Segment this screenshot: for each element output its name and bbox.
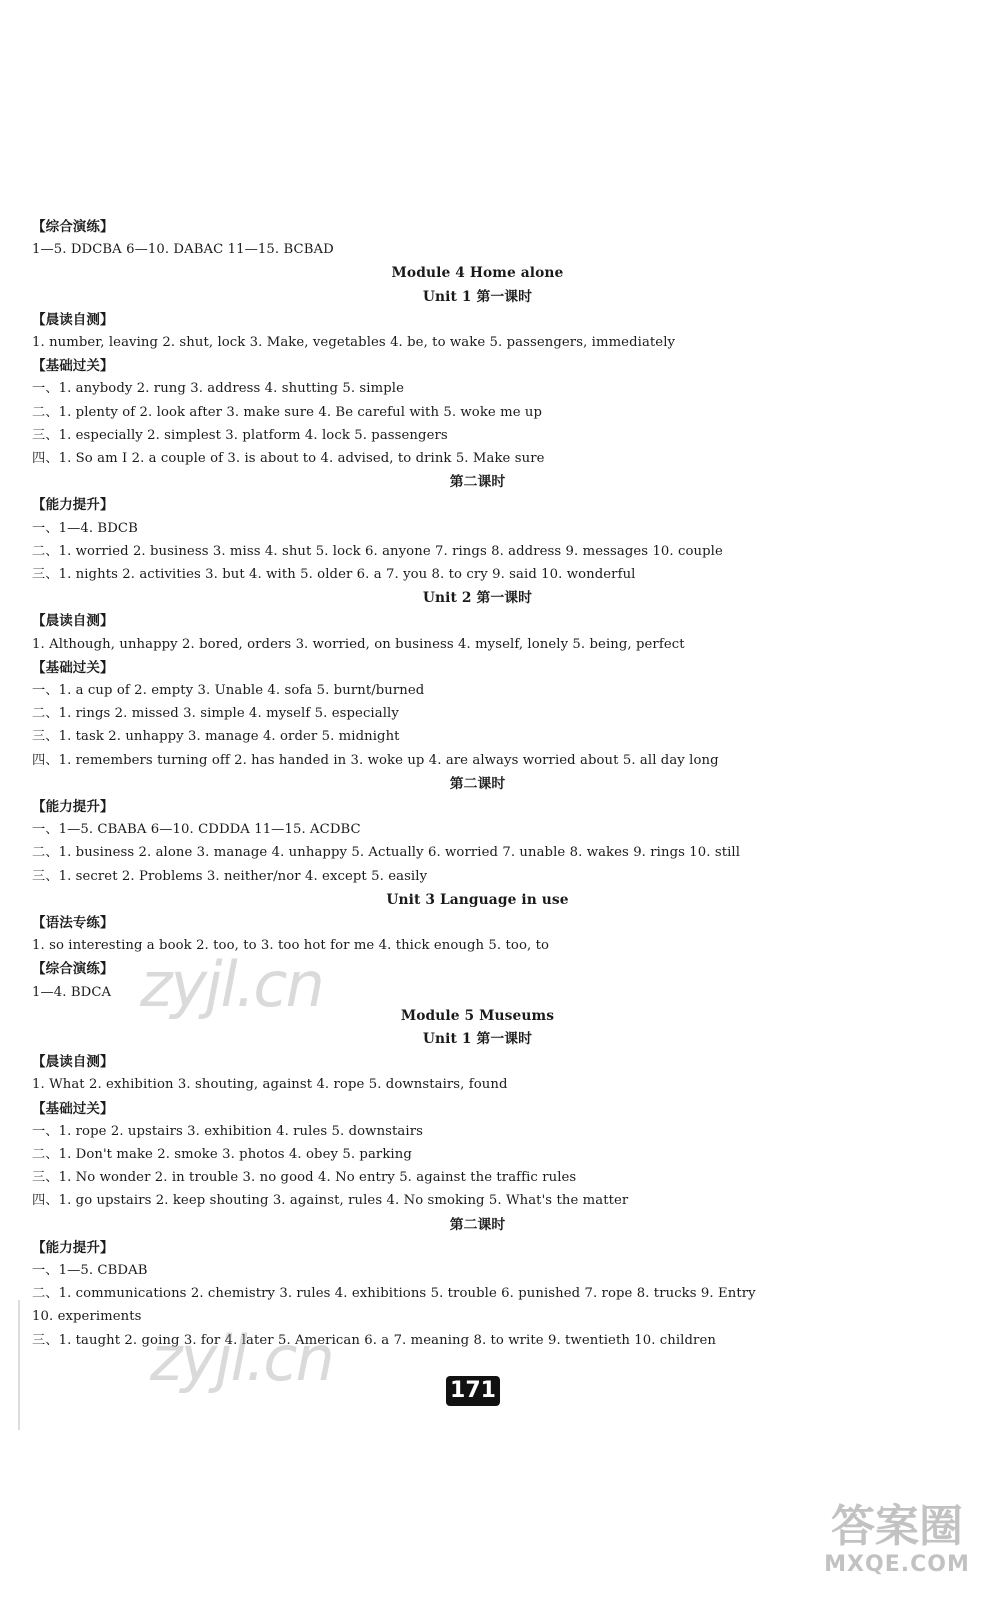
section-heading: 【晨读自测】 bbox=[32, 1054, 114, 1071]
answer-line: 二、1. Don't make 2. smoke 3. photos 4. obey 5. parking bbox=[32, 1147, 412, 1162]
answer-line: 一、1—5. CBABA 6—10. CDDDA 11—15. ACDBC bbox=[32, 822, 361, 838]
answer-line: 四、1. go upstairs 2. keep shouting 3. against, rules 4. No smoking 5. What's the matter bbox=[32, 1193, 629, 1209]
answer-line: 三、1. especially 2. simplest 3. platform 4. lock 5. passengers bbox=[32, 427, 448, 443]
answer-line: 1—5. DDCBA 6—10. DABAC 11—15. BCBAD bbox=[32, 242, 334, 258]
answer-line: 一、1—4. BDCB bbox=[32, 520, 138, 536]
unit-title: Module 4 Home alone bbox=[391, 265, 564, 282]
answer-line: 三、1. secret 2. Problems 3. neither/nor 4. except 5. easily bbox=[32, 868, 428, 884]
answer-line: 10. experiments bbox=[32, 1309, 142, 1325]
answer-line: 一、1. rope 2. upstairs 3. exhibition 4. rules 5. downstairs bbox=[32, 1123, 423, 1139]
section-heading: 【能力提升】 bbox=[32, 799, 114, 815]
section-heading: 【基础过关】 bbox=[32, 1100, 114, 1117]
section-heading: 【基础过关】 bbox=[32, 358, 114, 375]
answer-line: 三、1. task 2. unhappy 3. manage 4. order 5. midnight bbox=[32, 729, 400, 745]
unit-title: Unit 1 第一课时 bbox=[422, 1031, 533, 1047]
answer-line: 二、1. communications 2. chemistry 3. rules 4. exhibitions 5. trouble 6. punished 7. rope 8. trucks 9. Entry bbox=[32, 1286, 756, 1302]
answer-line: 二、1. rings 2. missed 3. simple 4. myself 5. especially bbox=[32, 706, 399, 722]
unit-title: Unit 1 第一课时 bbox=[422, 288, 533, 305]
answer-line: 三、1. nights 2. activities 3. but 4. with 5. older 6. a 7. you 8. to cry 9. said 10. wonderful bbox=[32, 567, 636, 582]
watermark: zyjl.cn bbox=[140, 948, 323, 1021]
answer-line: 三、1. taught 2. going 3. for 4. later 5. American 6. a 7. meaning 8. to write 9. twentieth 10. children bbox=[32, 1332, 716, 1348]
unit-title: Unit 3 Language in use bbox=[386, 891, 569, 908]
answer-line: 1—4. BDCA bbox=[32, 984, 112, 1000]
corner-logo-text: 答案圈 bbox=[831, 1501, 963, 1552]
answer-line: 1. What 2. exhibition 3. shouting, against 4. rope 5. downstairs, found bbox=[32, 1077, 508, 1093]
unit-title: 第二课时 bbox=[449, 775, 506, 792]
unit-title: 第二课时 bbox=[449, 1216, 506, 1233]
unit-title: Module 5 Museums bbox=[400, 1007, 555, 1024]
answer-line: 一、1. a cup of 2. empty 3. Unable 4. sofa 5. burnt/burned bbox=[32, 683, 425, 698]
answer-line: 1. number, leaving 2. shut, lock 3. Make, vegetables 4. be, to wake 5. passengers, immediately bbox=[32, 335, 676, 350]
page-number: 171 bbox=[446, 1376, 500, 1406]
answer-line: 一、1. anybody 2. rung 3. address 4. shutting 5. simple bbox=[32, 381, 404, 397]
answer-line: 四、1. remembers turning off 2. has handed in 3. woke up 4. are always worried about 5. all day long bbox=[32, 752, 719, 768]
section-heading: 【晨读自测】 bbox=[32, 613, 114, 630]
section-heading: 【综合演练】 bbox=[32, 219, 114, 235]
corner-logo bbox=[812, 1502, 982, 1582]
answer-line: 二、1. business 2. alone 3. manage 4. unhappy 5. Actually 6. worried 7. unable 8. wakes 9. rings 10. still bbox=[32, 845, 741, 861]
section-heading: 【能力提升】 bbox=[32, 497, 114, 514]
section-heading: 【基础过关】 bbox=[32, 659, 114, 676]
watermark: zyjl.cn bbox=[150, 1322, 333, 1395]
section-heading: 【晨读自测】 bbox=[32, 311, 114, 328]
section-heading: 【能力提升】 bbox=[32, 1239, 114, 1256]
section-heading: 【综合演练】 bbox=[32, 961, 114, 978]
answer-line: 一、1—5. CBDAB bbox=[32, 1263, 148, 1278]
answer-line: 四、1. So am I 2. a couple of 3. is about to 4. advised, to drink 5. Make sure bbox=[32, 451, 545, 466]
answer-line: 二、1. plenty of 2. look after 3. make sure 4. Be careful with 5. woke me up bbox=[32, 404, 543, 420]
corner-logo-url: MXQE.COM bbox=[824, 1552, 970, 1577]
answer-line: 三、1. No wonder 2. in trouble 3. no good 4. No entry 5. against the traffic rules bbox=[32, 1170, 577, 1186]
answer-line: 二、1. worried 2. business 3. miss 4. shut 5. lock 6. anyone 7. rings 8. address 9. messages 10. couple bbox=[32, 543, 723, 559]
unit-title: 第二课时 bbox=[449, 474, 506, 491]
section-heading: 【语法专练】 bbox=[32, 915, 114, 931]
scan-edge-mark bbox=[18, 1300, 20, 1430]
answer-line: 1. so interesting a book 2. too, to 3. too hot for me 4. thick enough 5. too, to bbox=[32, 938, 550, 954]
answer-line: 1. Although, unhappy 2. bored, orders 3. worried, on business 4. myself, lonely 5. being, perfect bbox=[32, 636, 685, 652]
unit-title: Unit 2 第一课时 bbox=[422, 590, 533, 607]
